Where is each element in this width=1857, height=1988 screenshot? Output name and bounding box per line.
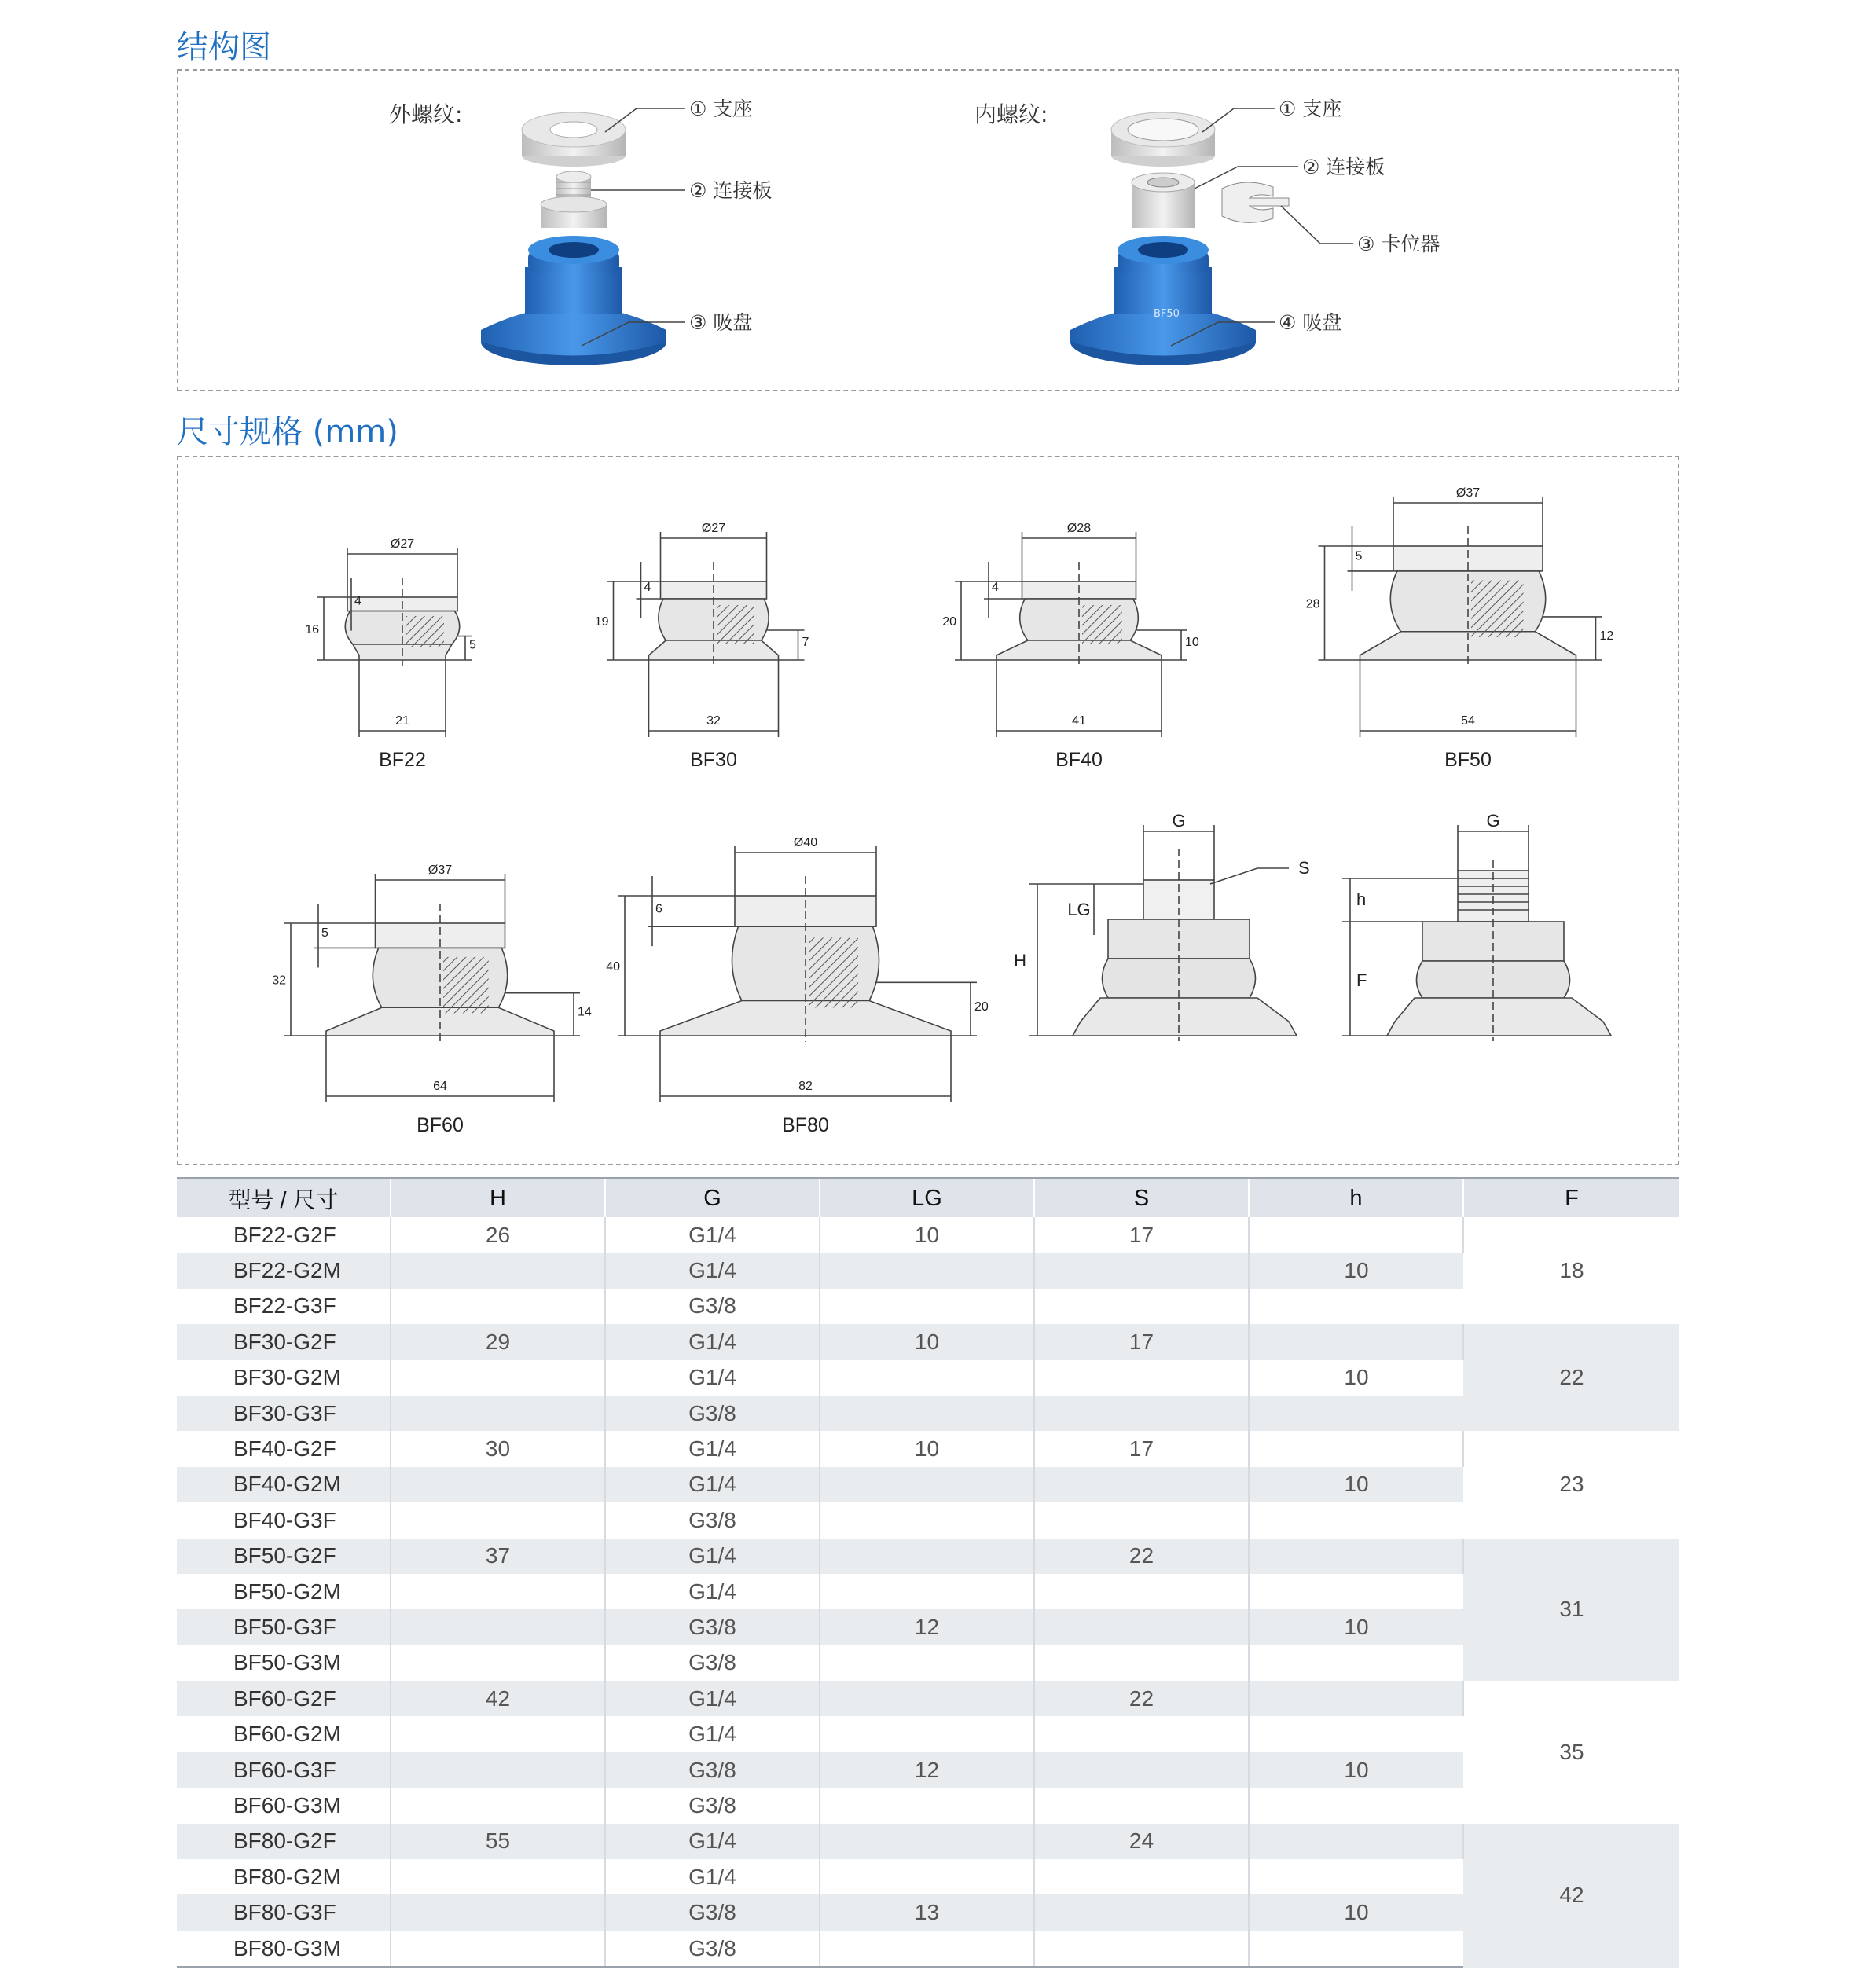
top-diameter-label: Ø37 [428, 864, 453, 877]
top-diameter-label: Ø40 [793, 836, 818, 849]
table-cell: BF60-G3M [177, 1788, 391, 1823]
table-cell: G1/4 [605, 1253, 820, 1288]
external-part-support: ① 支座 [689, 97, 753, 120]
table-cell [391, 1716, 605, 1751]
bottom-width-label: 82 [798, 1080, 813, 1093]
table-row [177, 1502, 1679, 1538]
table-cell: BF50-G2M [177, 1574, 391, 1609]
table-cell: 26 [391, 1217, 605, 1253]
table-row [177, 1324, 1679, 1359]
table-cell [1034, 1645, 1249, 1681]
generic-male-f-label: F [1356, 970, 1367, 990]
table-cell: G3/8 [605, 1645, 820, 1681]
table-cell [391, 1467, 605, 1502]
table-cell: 10 [1249, 1609, 1463, 1645]
generic-female-lg-label: LG [1067, 900, 1091, 919]
table-cell [1034, 1360, 1249, 1396]
table-cell: 17 [1034, 1431, 1249, 1466]
table-cell [1034, 1467, 1249, 1502]
total-height-label: 28 [1305, 597, 1320, 611]
drawing-bf40 [955, 532, 1187, 737]
table-row [177, 1396, 1679, 1431]
table-cell: G1/4 [605, 1539, 820, 1574]
table-row [177, 1788, 1679, 1823]
table-cell: 22 [1034, 1681, 1249, 1716]
table-cell: 17 [1034, 1217, 1249, 1253]
table-cell [820, 1931, 1034, 1968]
f-value-cell: 22 [1463, 1324, 1679, 1431]
table-cell: BF50-G3M [177, 1645, 391, 1681]
table-row [177, 1253, 1679, 1288]
table-cell [1034, 1574, 1249, 1609]
table-cell: G1/4 [605, 1217, 820, 1253]
table-row [177, 1824, 1679, 1859]
table-cell [391, 1931, 605, 1968]
table-cell [1249, 1681, 1463, 1716]
table-row [177, 1716, 1679, 1751]
table-cell: 22 [1034, 1539, 1249, 1574]
table-cell [391, 1502, 605, 1538]
top-height-label: 6 [655, 902, 662, 916]
top-diameter-label: Ø27 [390, 537, 415, 551]
total-height-label: 20 [942, 615, 956, 629]
table-cell: 10 [820, 1431, 1034, 1466]
drawing-bf30 [607, 532, 805, 737]
table-cell [391, 1574, 605, 1609]
table-cell: 10 [1249, 1752, 1463, 1788]
table-row [177, 1539, 1679, 1574]
table-cell [391, 1253, 605, 1288]
drawing-model-label: BF22 [379, 749, 426, 771]
table-header-cell: 型号 / 尺寸 [177, 1179, 391, 1218]
top-diameter-label: Ø28 [1066, 522, 1092, 535]
generic-male-g-label: G [1486, 811, 1500, 831]
table-row [177, 1467, 1679, 1502]
table-cell [1249, 1539, 1463, 1574]
structure-title: 结构图 [177, 29, 271, 65]
table-cell [1249, 1431, 1463, 1466]
table-cell [391, 1289, 605, 1324]
table-cell: G1/4 [605, 1681, 820, 1716]
table-cell [1034, 1859, 1249, 1894]
drawing-model-label: BF30 [690, 749, 737, 771]
table-row [177, 1752, 1679, 1788]
table-cell: BF80-G3M [177, 1931, 391, 1968]
right-height-label: 20 [974, 1000, 989, 1014]
table-header-cell: F [1463, 1179, 1679, 1218]
table-cell [1249, 1645, 1463, 1681]
dimension-title: 尺寸规格 (mm) [177, 414, 398, 450]
table-cell [1249, 1396, 1463, 1431]
table-cell [820, 1716, 1034, 1751]
table-cell [391, 1645, 605, 1681]
table-cell: G3/8 [605, 1502, 820, 1538]
external-assembly [481, 112, 666, 365]
top-height-label: 5 [1355, 549, 1363, 563]
table-row [177, 1609, 1679, 1645]
table-cell: BF60-G2M [177, 1716, 391, 1751]
table-cell [1034, 1502, 1249, 1538]
drawing-bf22 [317, 548, 472, 737]
table-cell [820, 1824, 1034, 1859]
f-value-cell: 42 [1463, 1824, 1679, 1968]
table-row [177, 1859, 1679, 1894]
internal-part-clip: ③ 卡位器 [1357, 233, 1440, 255]
table-cell [1249, 1289, 1463, 1324]
table-cell: BF80-G2F [177, 1824, 391, 1859]
table-cell: 12 [820, 1752, 1034, 1788]
table-cell [391, 1752, 605, 1788]
bottom-width-label: 21 [395, 714, 409, 728]
table-cell: 29 [391, 1324, 605, 1359]
total-height-label: 19 [594, 615, 609, 629]
table-row [177, 1431, 1679, 1466]
table-header-cell: H [391, 1179, 605, 1218]
table-header-cell: G [605, 1179, 820, 1218]
table-cell: BF40-G2M [177, 1467, 391, 1502]
table-cell [820, 1502, 1034, 1538]
table-cell [820, 1788, 1034, 1823]
table-cell [820, 1467, 1034, 1502]
external-part-cup: ③ 吸盘 [689, 311, 753, 334]
table-cell: BF30-G3F [177, 1396, 391, 1431]
table-header-cell: S [1034, 1179, 1249, 1218]
table-cell: BF80-G2M [177, 1859, 391, 1894]
internal-cup-engraving: BF50 [1154, 308, 1180, 320]
external-thread-label: 外螺纹: [389, 101, 463, 127]
table-cell [820, 1645, 1034, 1681]
table-row [177, 1645, 1679, 1681]
table-cell: 17 [1034, 1324, 1249, 1359]
table-header-cell: LG [820, 1179, 1034, 1218]
table-cell [820, 1360, 1034, 1396]
bottom-width-label: 54 [1461, 714, 1475, 728]
table-cell [1034, 1931, 1249, 1968]
f-value-cell: 31 [1463, 1539, 1679, 1682]
bottom-width-label: 32 [706, 714, 721, 728]
table-cell: 10 [1249, 1253, 1463, 1288]
drawing-bf80 [618, 846, 977, 1102]
table-cell: G1/4 [605, 1574, 820, 1609]
table-cell: 30 [391, 1431, 605, 1466]
table-cell [1034, 1752, 1249, 1788]
table-cell: 24 [1034, 1824, 1249, 1859]
table-body [177, 1217, 1679, 1968]
table-cell: BF30-G2M [177, 1360, 391, 1396]
table-cell [820, 1289, 1034, 1324]
table-cell [1249, 1931, 1463, 1968]
table-cell [1249, 1716, 1463, 1751]
drawing-bf50 [1319, 497, 1602, 737]
table-cell: G3/8 [605, 1289, 820, 1324]
table-cell: G1/4 [605, 1824, 820, 1859]
table-cell: BF40-G2F [177, 1431, 391, 1466]
table-cell: G1/4 [605, 1431, 820, 1466]
f-value-cell: 35 [1463, 1681, 1679, 1824]
right-height-label: 14 [578, 1005, 592, 1019]
drawing-model-label: BF40 [1055, 749, 1103, 771]
table-cell [391, 1894, 605, 1930]
f-value-cell: 23 [1463, 1431, 1679, 1538]
bottom-width-label: 64 [433, 1080, 447, 1093]
right-height-label: 5 [469, 638, 476, 652]
table-cell [1034, 1253, 1249, 1288]
table-cell [1034, 1289, 1249, 1324]
table-cell: BF22-G2M [177, 1253, 391, 1288]
table-cell [1249, 1824, 1463, 1859]
generic-female-drawing [1029, 825, 1297, 1041]
table-cell: G1/4 [605, 1467, 820, 1502]
table-cell [391, 1859, 605, 1894]
table-cell: 10 [820, 1324, 1034, 1359]
table-cell: BF40-G3F [177, 1502, 391, 1538]
dimension-drawings [272, 486, 1613, 1136]
table-cell [1034, 1396, 1249, 1431]
right-height-label: 12 [1599, 629, 1614, 643]
drawing-model-label: BF60 [417, 1114, 464, 1136]
table-cell [820, 1396, 1034, 1431]
top-height-label: 4 [644, 581, 651, 594]
table-cell: BF50-G3F [177, 1609, 391, 1645]
generic-female-s-label: S [1298, 858, 1310, 878]
table-cell: BF80-G3F [177, 1894, 391, 1930]
table-cell [820, 1253, 1034, 1288]
table-cell [1249, 1502, 1463, 1538]
generic-male-h-label: h [1356, 889, 1367, 909]
table-cell: 10 [1249, 1894, 1463, 1930]
table-cell: G3/8 [605, 1788, 820, 1823]
table-cell [1249, 1574, 1463, 1609]
spec-table [177, 1177, 1679, 1968]
table-cell: BF60-G3F [177, 1752, 391, 1788]
table-cell [391, 1609, 605, 1645]
table-cell [1249, 1859, 1463, 1894]
table-cell [1249, 1324, 1463, 1359]
table-row [177, 1217, 1679, 1253]
table-row [177, 1360, 1679, 1396]
table-cell [1034, 1609, 1249, 1645]
table-cell: G3/8 [605, 1894, 820, 1930]
drawing-bf60 [284, 874, 580, 1102]
internal-thread-label: 内螺纹: [974, 101, 1048, 127]
f-value-cell: 18 [1463, 1217, 1679, 1324]
table-cell: 10 [1344, 1365, 1369, 1390]
top-height-label: 4 [354, 594, 361, 608]
table-cell [1249, 1788, 1463, 1823]
table-cell: G3/8 [605, 1931, 820, 1968]
table-cell: 13 [820, 1894, 1034, 1930]
table-cell [391, 1360, 605, 1396]
table-cell: 37 [391, 1539, 605, 1574]
table-cell: BF30-G2F [177, 1324, 391, 1359]
table-cell [391, 1788, 605, 1823]
table-cell: G1/4 [605, 1324, 820, 1359]
internal-part-support: ① 支座 [1279, 97, 1342, 120]
table-cell [1249, 1217, 1463, 1253]
table-cell: 42 [391, 1681, 605, 1716]
internal-assembly [1070, 112, 1289, 365]
external-part-plate: ② 连接板 [689, 179, 773, 202]
table-cell: BF50-G2F [177, 1539, 391, 1574]
top-diameter-label: Ø27 [701, 522, 726, 535]
table-cell [1034, 1788, 1249, 1823]
table-cell: 55 [391, 1824, 605, 1859]
table-cell: 10 [1249, 1467, 1463, 1502]
table-cell: 12 [820, 1609, 1034, 1645]
drawing-model-label: BF80 [782, 1114, 829, 1136]
right-height-label: 7 [802, 636, 809, 649]
table-row [177, 1681, 1679, 1716]
table-row [177, 1289, 1679, 1324]
table-cell [820, 1859, 1034, 1894]
table-cell: G1/4 [605, 1360, 820, 1396]
table-cell [820, 1681, 1034, 1716]
table-cell [1034, 1894, 1249, 1930]
table-row [177, 1931, 1679, 1968]
table-cell: BF22-G2F [177, 1217, 391, 1253]
table-header-row [177, 1179, 1679, 1218]
generic-female-g-label: G [1172, 811, 1186, 831]
table-cell: G3/8 [605, 1752, 820, 1788]
right-height-label: 10 [1185, 636, 1199, 649]
drawing-model-label: BF50 [1444, 749, 1492, 771]
table-header-cell: h [1249, 1179, 1463, 1218]
internal-part-cup: ④ 吸盘 [1279, 311, 1342, 334]
table-cell: G1/4 [605, 1859, 820, 1894]
table-row [177, 1574, 1679, 1609]
table-cell: G3/8 [605, 1609, 820, 1645]
table-cell [820, 1574, 1034, 1609]
table-cell: G3/8 [605, 1396, 820, 1431]
total-height-label: 40 [606, 960, 620, 974]
generic-female-h-label: H [1014, 951, 1026, 970]
table-cell [1034, 1716, 1249, 1751]
table-cell: BF22-G3F [177, 1289, 391, 1324]
bottom-width-label: 41 [1072, 714, 1086, 728]
table-cell: 10 [820, 1217, 1034, 1253]
top-height-label: 5 [321, 926, 328, 941]
table-cell [820, 1539, 1034, 1574]
table-cell: G1/4 [605, 1716, 820, 1751]
table-cell [391, 1396, 605, 1431]
internal-part-plate: ② 连接板 [1302, 156, 1385, 178]
table-row [177, 1894, 1679, 1930]
generic-male-drawing [1342, 825, 1611, 1041]
top-diameter-label: Ø37 [1455, 486, 1481, 500]
total-height-label: 32 [272, 974, 286, 988]
top-height-label: 4 [992, 581, 999, 594]
total-height-label: 16 [305, 623, 319, 636]
table-cell: BF60-G2F [177, 1681, 391, 1716]
